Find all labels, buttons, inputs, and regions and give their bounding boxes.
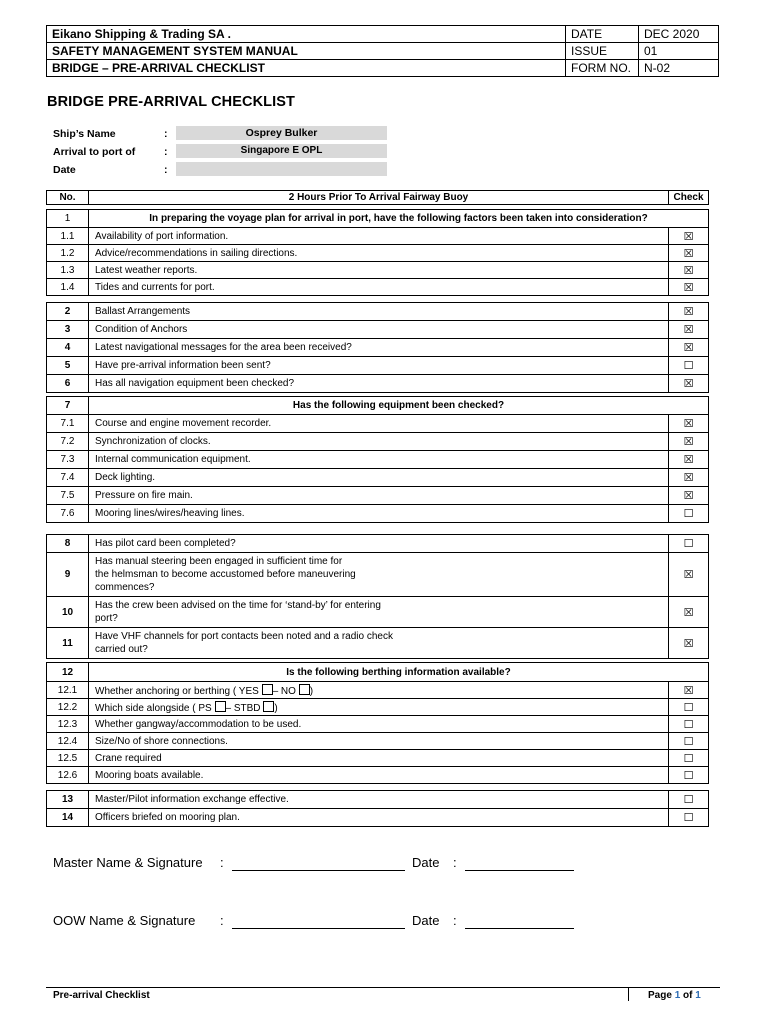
table-row <box>47 245 709 262</box>
section-12-table <box>46 662 709 784</box>
table-row <box>47 433 709 451</box>
column-header-table <box>46 190 709 205</box>
item-number: 9 <box>47 553 89 597</box>
item-text: Have pre-arrival information been sent? <box>89 357 669 375</box>
section-1-table <box>46 209 709 296</box>
item-number: 12.2 <box>47 699 89 716</box>
date-field-label: Date <box>53 164 76 176</box>
checkbox[interactable]: ☐ <box>669 809 709 827</box>
stbd-checkbox[interactable] <box>263 701 274 712</box>
item-text <box>89 682 669 699</box>
checkbox[interactable]: ☒ <box>669 228 709 245</box>
item-text: Has all navigation equipment been checked? <box>89 375 669 393</box>
item-text: Course and engine movement recorder. <box>89 415 669 433</box>
item-text <box>89 553 669 597</box>
text-line: Has manual steering been engaged in sufficient time for <box>95 556 343 567</box>
item-number: 13 <box>47 791 89 809</box>
item-text: Ballast Arrangements <box>89 303 669 321</box>
table-row <box>47 415 709 433</box>
item-number: 7.5 <box>47 487 89 505</box>
item-text: Condition of Anchors <box>89 321 669 339</box>
text-part: – STBD <box>225 702 264 714</box>
item-number: 6 <box>47 375 89 393</box>
current-page: 1 <box>674 990 681 1001</box>
checkbox[interactable]: ☒ <box>669 682 709 699</box>
item-text: Size/No of shore connections. <box>89 733 669 750</box>
master-signature-label: Master Name & Signature <box>53 855 203 870</box>
item-number: 12.1 <box>47 682 89 699</box>
of-word: of <box>683 990 693 1001</box>
item-text: Crane required <box>89 750 669 767</box>
text-part: – NO <box>272 685 299 697</box>
issue-value: 01 <box>639 43 719 60</box>
item-text: Master/Pilot information exchange effective. <box>89 791 669 809</box>
col-title-header: 2 Hours Prior To Arrival Fairway Buoy <box>89 191 669 205</box>
company-name: Eikano Shipping & Trading SA . <box>47 26 566 43</box>
section-7-table <box>46 396 709 523</box>
table-row <box>47 357 709 375</box>
table-row <box>47 339 709 357</box>
colon: : <box>453 913 457 928</box>
colon: : <box>164 128 168 140</box>
table-row <box>47 733 709 750</box>
text-line: commences? <box>95 582 155 593</box>
form-no-label: FORM NO. <box>566 60 639 77</box>
item-text: Latest navigational messages for the area been received? <box>89 339 669 357</box>
yes-checkbox[interactable] <box>262 684 273 695</box>
text-line: the helmsman to become accustomed before maneuvering <box>95 569 356 580</box>
table-row <box>47 682 709 699</box>
table-row <box>47 262 709 279</box>
checkbox[interactable]: ☒ <box>669 469 709 487</box>
item-number: 1.2 <box>47 245 89 262</box>
section-2-table <box>46 302 709 393</box>
item-number: 7.4 <box>47 469 89 487</box>
table-row <box>47 716 709 733</box>
table-row <box>47 791 709 809</box>
master-signature-line[interactable] <box>232 870 405 871</box>
table-row <box>47 321 709 339</box>
checkbox[interactable]: ☒ <box>669 553 709 597</box>
footer-divider <box>46 987 720 988</box>
table-row <box>47 228 709 245</box>
checkbox[interactable]: ☐ <box>669 767 709 784</box>
footer-separator <box>628 987 629 1001</box>
item-number: 10 <box>47 597 89 628</box>
checkbox[interactable]: ☒ <box>669 262 709 279</box>
total-pages: 1 <box>695 990 701 1001</box>
item-text <box>89 535 669 553</box>
checkbox[interactable]: ☐ <box>669 716 709 733</box>
date-label: DATE <box>566 26 639 43</box>
col-check-header: Check <box>669 191 709 205</box>
checkbox[interactable]: ☐ <box>669 733 709 750</box>
table-row <box>47 279 709 296</box>
text-part: ) <box>274 702 278 714</box>
section-number: 12 <box>47 663 89 682</box>
colon: : <box>164 164 168 176</box>
table-row <box>47 628 709 659</box>
checkbox[interactable]: ☒ <box>669 597 709 628</box>
item-text: Mooring lines/wires/heaving lines. <box>89 505 669 523</box>
text-line: carried out? <box>95 644 148 655</box>
item-text: Synchronization of clocks. <box>89 433 669 451</box>
item-number: 7.3 <box>47 451 89 469</box>
oow-date-line[interactable] <box>465 928 574 929</box>
item-text <box>89 597 669 628</box>
footer-title: Pre-arrival Checklist <box>53 990 150 1001</box>
table-row <box>47 809 709 827</box>
colon: : <box>220 855 224 870</box>
checkbox[interactable]: ☒ <box>669 628 709 659</box>
table-row <box>47 767 709 784</box>
date-field[interactable] <box>176 162 387 176</box>
item-text: Availability of port information. <box>89 228 669 245</box>
item-number: 14 <box>47 809 89 827</box>
item-number: 5 <box>47 357 89 375</box>
page-number <box>648 990 701 1001</box>
section-8-table <box>46 534 709 659</box>
no-checkbox[interactable] <box>299 684 310 695</box>
page-title: BRIDGE PRE-ARRIVAL CHECKLIST <box>47 94 295 110</box>
text-line: Has the crew been advised on the time for ‘stand-by’ for entering <box>95 600 381 611</box>
item-number: 12.3 <box>47 716 89 733</box>
checkbox[interactable]: ☒ <box>669 451 709 469</box>
table-row <box>47 303 709 321</box>
section-title: In preparing the voyage plan for arrival in port, have the following factors been taken into consideration? <box>89 210 709 228</box>
arrival-port-field[interactable]: Singapore E OPL <box>176 144 387 158</box>
table-row <box>47 375 709 393</box>
section-number: 7 <box>47 397 89 415</box>
item-text: Internal communication equipment. <box>89 451 669 469</box>
item-number: 1.3 <box>47 262 89 279</box>
oow-signature-label: OOW Name & Signature <box>53 913 196 928</box>
ship-name-field[interactable]: Osprey Bulker <box>176 126 387 140</box>
col-no-header: No. <box>47 191 89 205</box>
date-value: DEC 2020 <box>639 26 719 43</box>
table-row <box>47 597 709 628</box>
item-text: Deck lighting. <box>89 469 669 487</box>
text-part: ) <box>309 685 314 697</box>
checkbox[interactable]: ☐ <box>669 357 709 375</box>
item-number: 7.2 <box>47 433 89 451</box>
checkbox[interactable]: ☒ <box>669 375 709 393</box>
item-text: Latest weather reports. <box>89 262 669 279</box>
item-number: 4 <box>47 339 89 357</box>
item-number: 12.6 <box>47 767 89 784</box>
oow-signature-line[interactable] <box>232 928 405 929</box>
checkbox[interactable]: ☐ <box>669 750 709 767</box>
text-line: Have VHF channels for port contacts been noted and a radio check <box>95 631 393 642</box>
master-date-line[interactable] <box>465 870 574 871</box>
item-number: 7.1 <box>47 415 89 433</box>
item-text: Whether gangway/accommodation to be used. <box>89 716 669 733</box>
item-number: 11 <box>47 628 89 659</box>
item-number: 1.4 <box>47 279 89 296</box>
table-row <box>47 750 709 767</box>
item-number: 1.1 <box>47 228 89 245</box>
item-text <box>89 699 669 716</box>
item-text: Advice/recommendations in sailing directions. <box>89 245 669 262</box>
checkbox[interactable]: ☒ <box>669 279 709 296</box>
table-row <box>47 699 709 716</box>
colon: : <box>220 913 224 928</box>
section-title: Has the following equipment been checked? <box>89 397 709 415</box>
text-line: Has pilot card been completed? <box>95 538 236 549</box>
issue-label: ISSUE <box>566 43 639 60</box>
checkbox[interactable]: ☒ <box>669 415 709 433</box>
page-word: Page <box>648 990 672 1001</box>
checkbox[interactable]: ☐ <box>669 791 709 809</box>
item-text: Mooring boats available. <box>89 767 669 784</box>
date-label: Date <box>412 913 440 928</box>
form-no-value: N-02 <box>639 60 719 77</box>
text-part: Which side alongside ( PS <box>95 702 215 714</box>
checkbox[interactable]: ☐ <box>669 699 709 716</box>
section-13-table <box>46 790 709 827</box>
checkbox[interactable]: ☒ <box>669 487 709 505</box>
table-row <box>47 505 709 523</box>
manual-name: SAFETY MANAGEMENT SYSTEM MANUAL <box>47 43 566 60</box>
item-text: Officers briefed on mooring plan. <box>89 809 669 827</box>
colon: : <box>453 855 457 870</box>
section-number: 1 <box>47 210 89 228</box>
item-number: 2 <box>47 303 89 321</box>
checkbox[interactable]: ☐ <box>669 505 709 523</box>
checkbox[interactable]: ☒ <box>669 245 709 262</box>
colon: : <box>164 146 168 158</box>
item-number: 7.6 <box>47 505 89 523</box>
text-part: Whether anchoring or berthing ( YES <box>95 685 262 697</box>
table-row <box>47 451 709 469</box>
table-row <box>47 469 709 487</box>
item-number: 8 <box>47 535 89 553</box>
checkbox[interactable]: ☒ <box>669 339 709 357</box>
checkbox[interactable]: ☒ <box>669 321 709 339</box>
checkbox[interactable]: ☐ <box>669 535 709 553</box>
item-number: 3 <box>47 321 89 339</box>
checkbox[interactable]: ☒ <box>669 433 709 451</box>
item-text <box>89 628 669 659</box>
ship-name-label: Ship’s Name <box>53 128 116 140</box>
item-text: Tides and currents for port. <box>89 279 669 296</box>
form-title: BRIDGE – PRE-ARRIVAL CHECKLIST <box>47 60 566 77</box>
item-number: 12.5 <box>47 750 89 767</box>
text-line: port? <box>95 613 118 624</box>
checkbox[interactable]: ☒ <box>669 303 709 321</box>
header-table <box>46 25 719 77</box>
table-row <box>47 487 709 505</box>
item-text: Pressure on fire main. <box>89 487 669 505</box>
item-number: 12.4 <box>47 733 89 750</box>
ps-checkbox[interactable] <box>215 701 226 712</box>
section-title: Is the following berthing information available? <box>89 663 709 682</box>
table-row <box>47 535 709 553</box>
date-label: Date <box>412 855 440 870</box>
arrival-port-label: Arrival to port of <box>53 146 136 158</box>
table-row <box>47 553 709 597</box>
